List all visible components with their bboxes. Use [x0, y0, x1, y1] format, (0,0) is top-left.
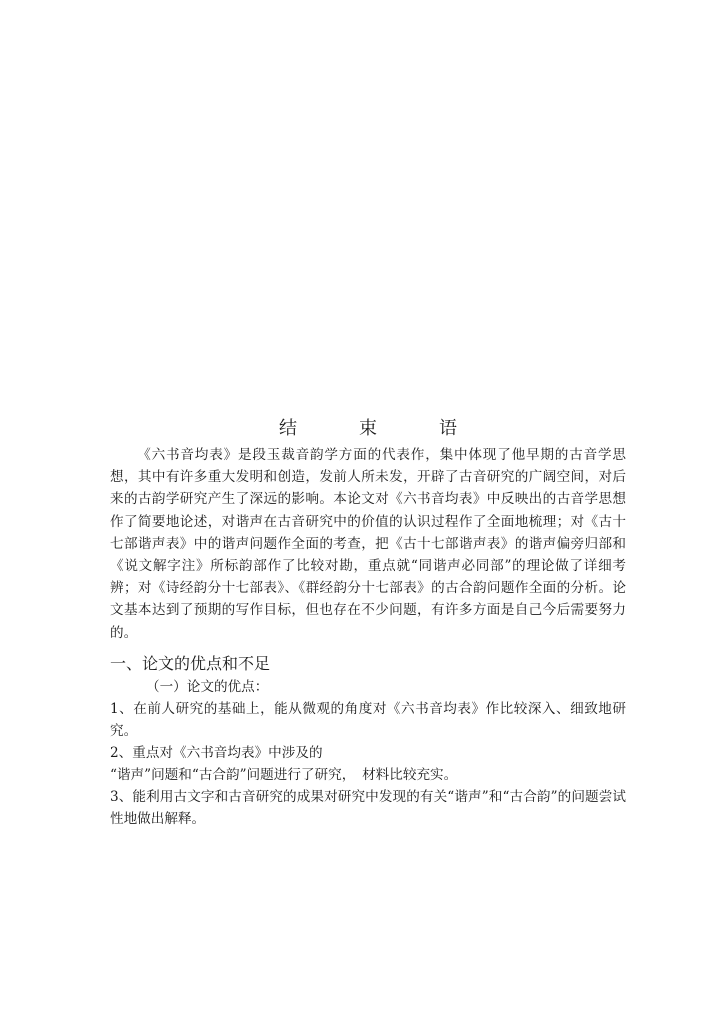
section-heading: 一、论文的优点和不足	[110, 653, 271, 673]
summary-paragraph: 《六书音均表》是段玉裁音韵学方面的代表作，集中体现了他早期的古音学思想，其中有许多重大发明和创造，发前人所未发，开辟了古音研究的广阔空间，对后来的古韵学研究产生了深远的影响。本论文对《六书音均表》中反映出的古音学思想作了简要地论述，对谐声在古音研究中的价值的认识过程作了全面地梳理；对《古十七部谐声表》中的谐声问题作全面的考查，把《古十七部谐声表》的谐声偏旁归部和《说文解字注》所标韵部作了比较对勘，重点就“同谐声必同部”的理论做了详细考辨；对《诗经韵分十七部表》、《群经韵分十七部表》的古合韵问题作全面的分析。论文基本达到了预期的写作目标，但也存在不少问题，有许多方面是自己今后需要努力的。	[110, 447, 626, 641]
document-body	[110, 416, 626, 830]
list-item-2: 2、重点对《六书音均表》中涉及的	[110, 744, 323, 761]
list-item-1: 1、在前人研究的基础上，能从微观的角度对《六书音均表》作比较深入、细致地研究。	[110, 700, 626, 739]
page-title: 结 束 语	[279, 418, 479, 439]
list-item-2-continued: “谐声”问题和“古合韵”问题进行了研究， 材料比较充实。	[110, 766, 458, 783]
subsection-heading: （一）论文的优点：	[146, 678, 269, 695]
list-item-3: 3、能利用古文字和古音研究的成果对研究中发现的有关“谐声”和“古合韵”的问题尝试性地做出解释。	[110, 788, 626, 827]
